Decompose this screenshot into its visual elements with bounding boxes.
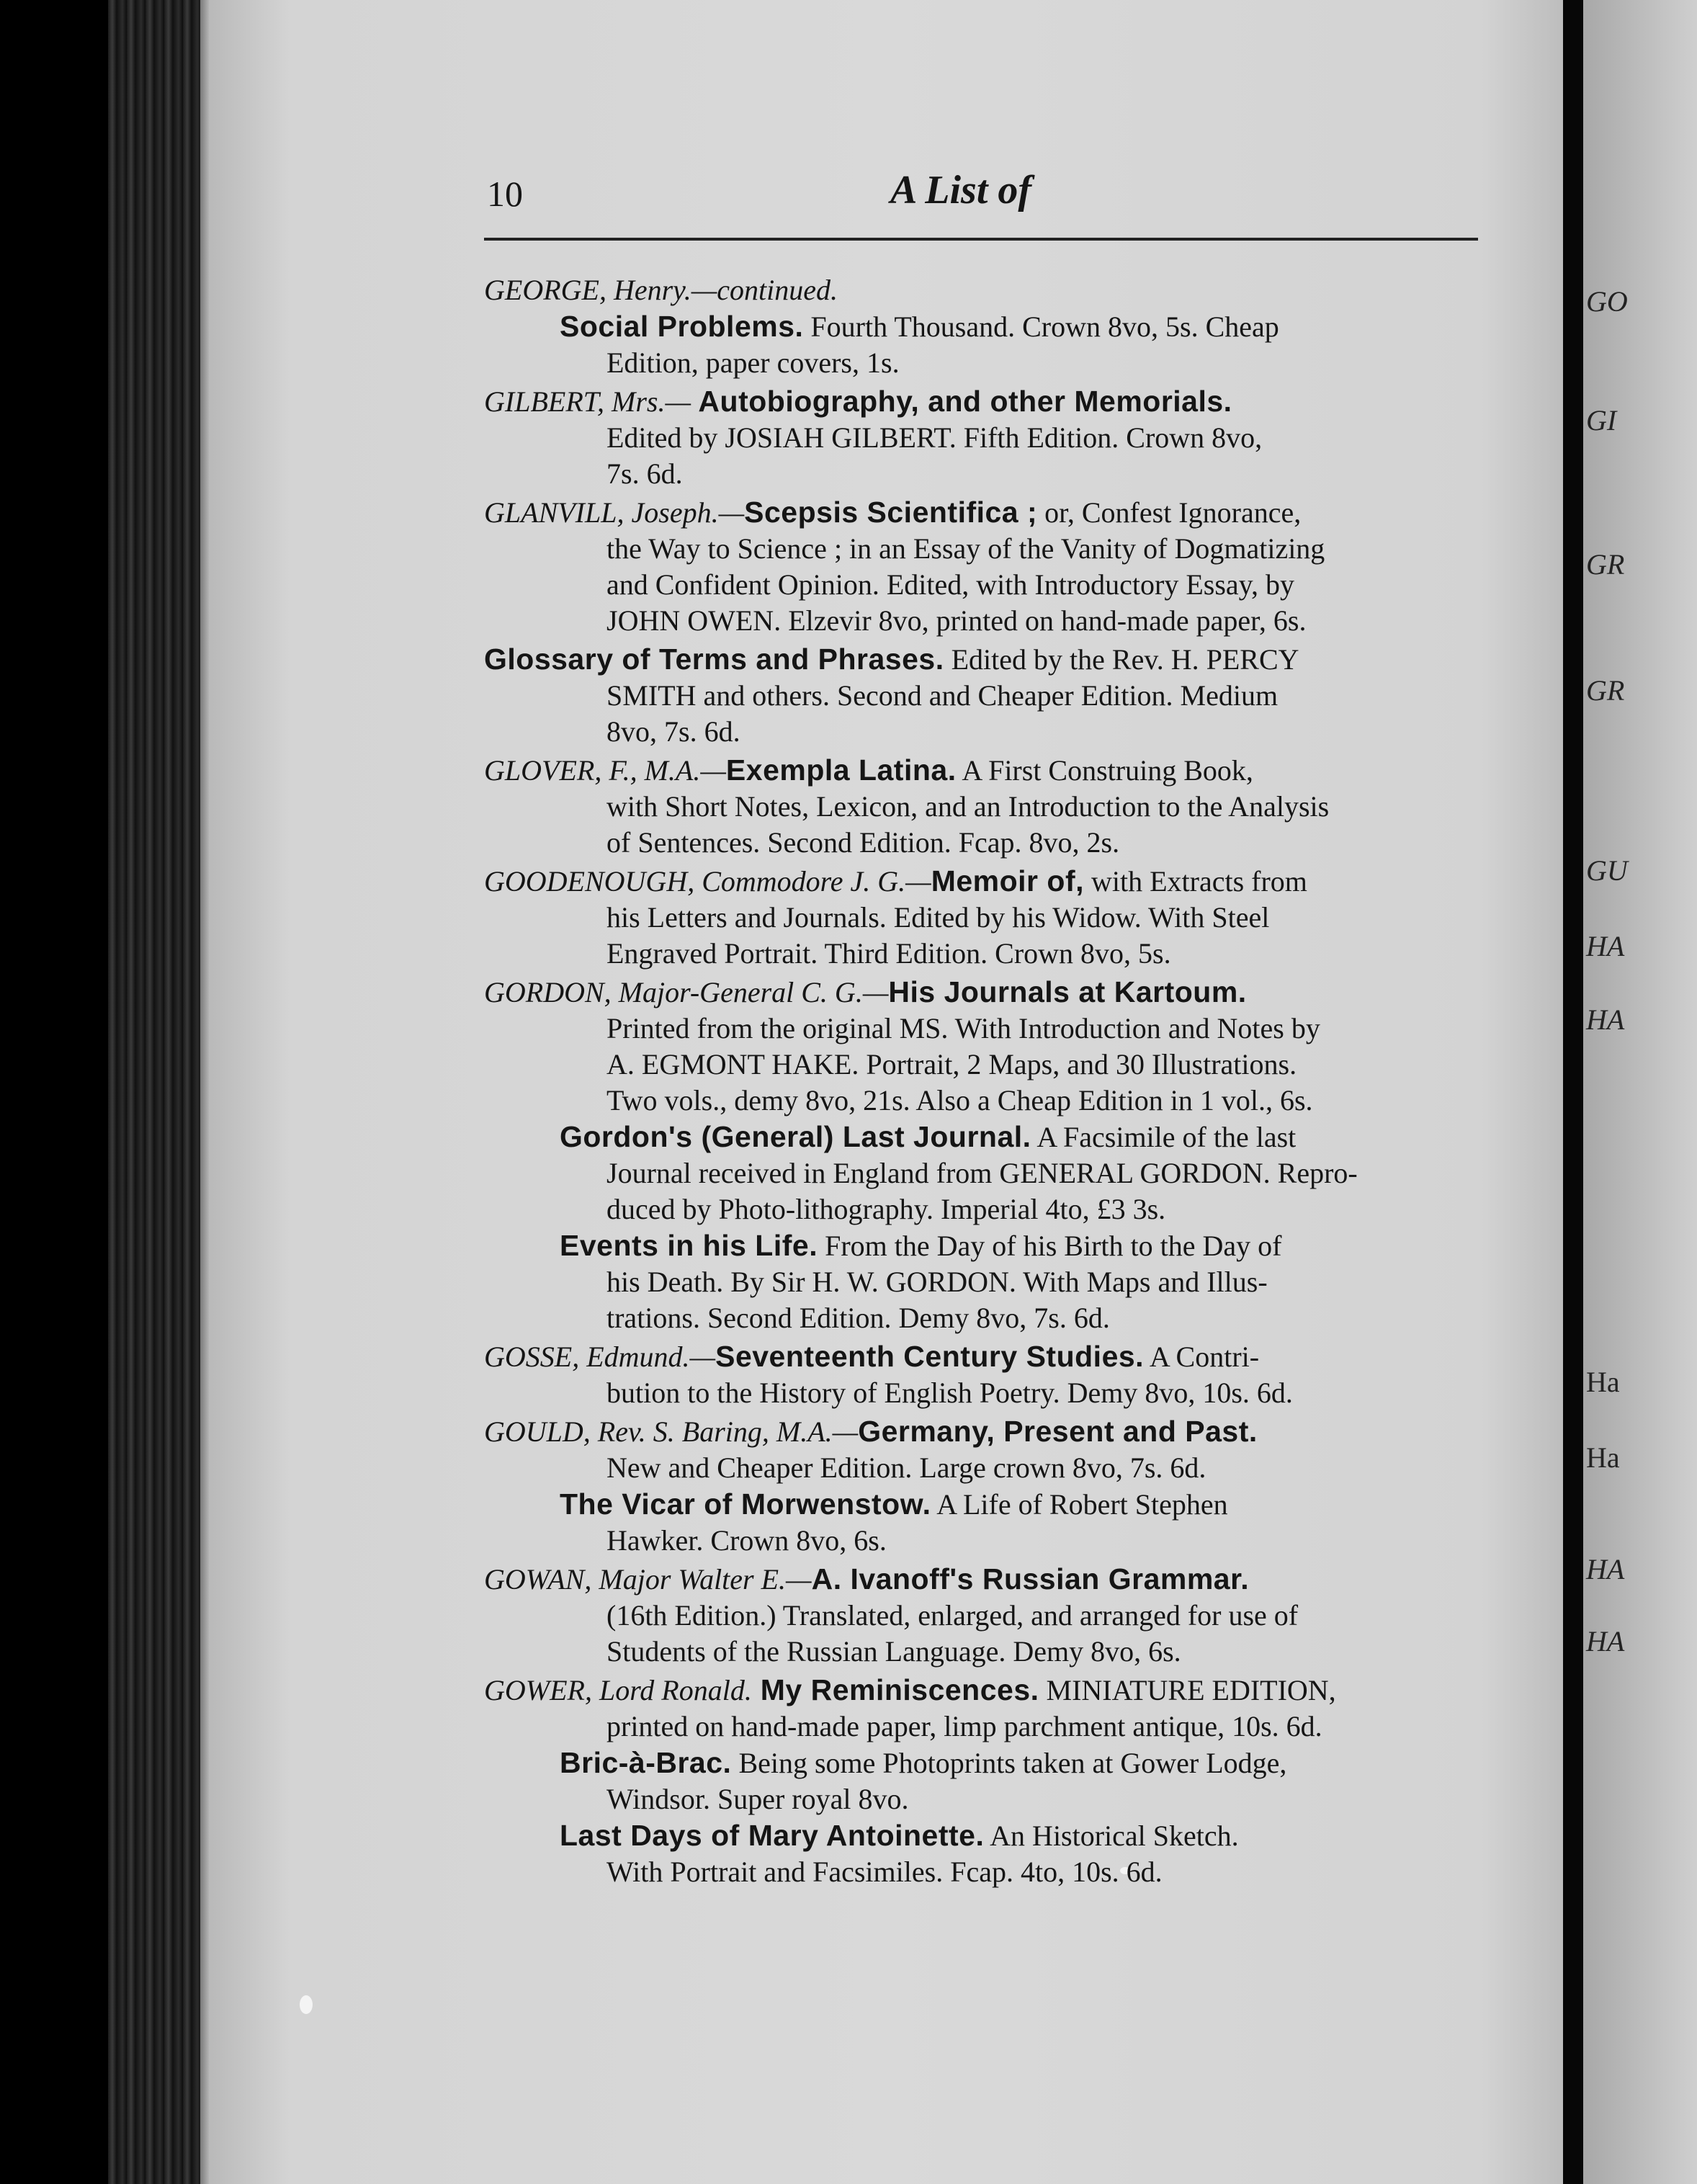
- entry-continuation-line: printed on hand-made paper, limp parchment antique, 10s. 6d.: [606, 1710, 1322, 1742]
- catalogue-sub-entry: [484, 1227, 1500, 1336]
- facing-fragment: GR: [1586, 674, 1625, 707]
- entry-text: MINIATURE EDITION,: [1039, 1674, 1336, 1706]
- entry-continuation-line: bution to the History of English Poetry. Demy 8vo, 10s. 6d.: [606, 1377, 1293, 1409]
- page-header: [487, 168, 1481, 223]
- entry-title: Events in his Life.: [560, 1229, 818, 1262]
- entry-first-line: [560, 1745, 1500, 1781]
- entry-continuation-line: Engraved Portrait. Third Edition. Crown 8vo, 5s.: [606, 937, 1171, 970]
- catalogue-entry: [484, 1338, 1500, 1411]
- entry-text: A First Construing Book,: [956, 754, 1253, 787]
- entry-title: The Vicar of Morwenstow.: [560, 1487, 931, 1521]
- entry-first-line: [560, 1227, 1500, 1264]
- entry-first-line: [560, 308, 1500, 345]
- entry-title: Memoir of,: [931, 864, 1084, 898]
- catalogue-sub-entry: [484, 1745, 1500, 1817]
- entry-title: Autobiography, and other Memorials.: [691, 385, 1232, 418]
- entry-continuation-line: Edition, paper covers, 1s.: [606, 346, 900, 379]
- entry-author: GLANVILL, Joseph.—: [484, 496, 745, 529]
- catalogue-sub-entry: [484, 1486, 1500, 1559]
- entry-title: His Journals at Kartoum.: [888, 975, 1247, 1008]
- facing-fragment: HA: [1586, 1003, 1625, 1036]
- entry-title: Social Problems.: [560, 310, 804, 343]
- entry-first-line: [484, 974, 1500, 1011]
- entry-text: An Historical Sketch.: [984, 1820, 1239, 1852]
- entry-continuation-line: of Sentences. Second Edition. Fcap. 8vo, 2s.: [606, 826, 1120, 859]
- entry-first-line: [484, 1413, 1500, 1450]
- entry-first-line: [484, 383, 1500, 420]
- catalogue-entry: [484, 494, 1500, 639]
- entry-continuation-line: trations. Second Edition. Demy 8vo, 7s. 6d.: [606, 1302, 1110, 1334]
- running-title: A List of: [890, 168, 1032, 212]
- entry-continuation-line: the Way to Science ; in an Essay of the Vanity of Dogmatizing: [606, 532, 1325, 565]
- entry-text: or, Confest Ignorance,: [1037, 496, 1302, 529]
- catalogue-entry: [484, 1672, 1500, 1890]
- entry-continuation-line: 8vo, 7s. 6d.: [606, 715, 740, 748]
- facing-fragment: Ha: [1586, 1441, 1620, 1474]
- entry-continuation-line: his Letters and Journals. Edited by his Widow. With Steel: [606, 901, 1270, 934]
- entry-first-line: [484, 752, 1500, 789]
- entry-first-line: [484, 1338, 1500, 1375]
- entry-author: GOWER, Lord Ronald.: [484, 1674, 752, 1706]
- entry-author: GOWAN, Major Walter E.—: [484, 1563, 812, 1596]
- entry-first-line: [484, 494, 1500, 531]
- entry-first-line: [484, 863, 1500, 900]
- entry-first-line: [484, 272, 1500, 308]
- entry-title: Glossary of Terms and Phrases.: [484, 643, 944, 676]
- entry-continuation-line: his Death. By Sir H. W. GORDON. With Maps and Illus-: [606, 1266, 1268, 1298]
- entry-continuation-line: Journal received in England from GENERAL GORDON. Repro-: [606, 1157, 1358, 1189]
- facing-fragment: HA: [1586, 1553, 1625, 1585]
- book-page-edges: [108, 0, 202, 2184]
- entry-continuation-line: 7s. 6d.: [606, 457, 683, 490]
- book-gutter: [1563, 0, 1583, 2184]
- entry-continuation-line: Students of the Russian Language. Demy 8vo, 6s.: [606, 1635, 1181, 1668]
- entry-first-line: [484, 1561, 1500, 1598]
- entry-first-line: [560, 1119, 1500, 1155]
- entry-text: Fourth Thousand. Crown 8vo, 5s. Cheap: [803, 310, 1279, 343]
- catalogue-sub-entry: [484, 1119, 1500, 1227]
- catalogue-entry: [484, 1413, 1500, 1559]
- entry-continuation-line: SMITH and others. Second and Cheaper Edition. Medium: [606, 679, 1279, 712]
- entry-first-line: [484, 641, 1500, 678]
- entry-first-line: [484, 1672, 1500, 1709]
- entry-continuation-line: Printed from the original MS. With Introduction and Notes by: [606, 1012, 1320, 1044]
- entry-author: GOODENOUGH, Commodore J. G.—: [484, 865, 931, 898]
- catalogue-sub-entry: [484, 1817, 1500, 1890]
- facing-fragment: Ha: [1586, 1366, 1620, 1398]
- entry-continuation-line: Edited by JOSIAH GILBERT. Fifth Edition. Crown 8vo,: [606, 421, 1263, 454]
- entry-continuation-line: (16th Edition.) Translated, enlarged, and arranged for use of: [606, 1599, 1299, 1632]
- entry-title: My Reminiscences.: [751, 1673, 1039, 1706]
- entry-title: Germany, Present and Past.: [858, 1415, 1258, 1448]
- facing-fragment: HA: [1586, 1625, 1625, 1657]
- entry-title: Scepsis Scientifica ;: [744, 496, 1038, 529]
- entry-continuation-line: duced by Photo-lithography. Imperial 4to, £3 3s.: [606, 1193, 1166, 1225]
- entry-text: Being some Photoprints taken at Gower Lodge,: [731, 1747, 1287, 1779]
- entry-continuation-line: and Confident Opinion. Edited, with Introductory Essay, by: [606, 568, 1295, 601]
- catalogue-entry: [484, 383, 1500, 492]
- catalogue-entry: [484, 752, 1500, 861]
- facing-fragment: GR: [1586, 548, 1625, 581]
- entry-title: Gordon's (General) Last Journal.: [560, 1120, 1031, 1153]
- entry-continuation-line: JOHN OWEN. Elzevir 8vo, printed on hand-made paper, 6s.: [606, 604, 1307, 637]
- catalogue-entry: [484, 863, 1500, 972]
- catalogue-entry: [484, 641, 1500, 750]
- entry-author: GORDON, Major-General C. G.—: [484, 976, 889, 1008]
- facing-fragment: GU: [1586, 854, 1628, 887]
- facing-fragment: GI: [1586, 404, 1617, 437]
- entry-first-line: [560, 1817, 1500, 1854]
- paper-speck: [300, 1995, 313, 2014]
- facing-page-fragment: [1583, 0, 1697, 2184]
- entry-text: A Facsimile of the last: [1031, 1121, 1297, 1153]
- entry-title: Bric-à-Brac.: [560, 1746, 732, 1779]
- entry-author: GOSSE, Edmund.—: [484, 1341, 716, 1373]
- catalogue-entry: [484, 974, 1500, 1336]
- entry-text: with Extracts from: [1084, 865, 1307, 898]
- entry-title: A. Ivanoff's Russian Grammar.: [811, 1562, 1250, 1596]
- catalogue-entry: [484, 272, 1500, 381]
- entry-continuation-line: With Portrait and Facsimiles. Fcap. 4to, 10s. 6d.: [606, 1856, 1163, 1888]
- entry-continuation-line: Windsor. Super royal 8vo.: [606, 1783, 909, 1815]
- entry-continuation-line: with Short Notes, Lexicon, and an Introduction to the Analysis: [606, 790, 1330, 823]
- catalogue-sub-entry: [484, 308, 1500, 381]
- entry-title: Last Days of Mary Antoinette.: [560, 1819, 985, 1852]
- entry-continuation-line: Two vols., demy 8vo, 21s. Also a Cheap Edition in 1 vol., 6s.: [606, 1084, 1313, 1116]
- entry-text: A Contri-: [1144, 1341, 1260, 1373]
- facing-fragment: HA: [1586, 930, 1625, 962]
- entry-title: Exempla Latina.: [725, 753, 957, 787]
- entry-text: Edited by the Rev. H. PERCY: [944, 643, 1299, 676]
- page-number: 10: [487, 174, 523, 214]
- header-rule: [484, 238, 1478, 241]
- entry-author: GLOVER, F., M.A.—: [484, 754, 726, 787]
- entry-first-line: [560, 1486, 1500, 1523]
- entry-text: A Life of Robert Stephen: [931, 1488, 1228, 1521]
- catalogue-entries: [484, 272, 1500, 1892]
- entry-title: Seventeenth Century Studies.: [715, 1340, 1145, 1373]
- entry-author: GOULD, Rev. S. Baring, M.A.—: [484, 1415, 859, 1448]
- entry-continuation-line: Hawker. Crown 8vo, 6s.: [606, 1524, 887, 1557]
- entry-author: GEORGE, Henry.—continued.: [484, 274, 838, 306]
- entry-author: GILBERT, Mrs.—: [484, 385, 691, 418]
- facing-fragment: GO: [1586, 285, 1628, 318]
- catalogue-entry: [484, 1561, 1500, 1670]
- entry-continuation-line: New and Cheaper Edition. Large crown 8vo, 7s. 6d.: [606, 1451, 1206, 1484]
- entry-continuation-line: A. EGMONT HAKE. Portrait, 2 Maps, and 30 Illustrations.: [606, 1048, 1297, 1080]
- entry-text: From the Day of his Birth to the Day of: [818, 1230, 1282, 1262]
